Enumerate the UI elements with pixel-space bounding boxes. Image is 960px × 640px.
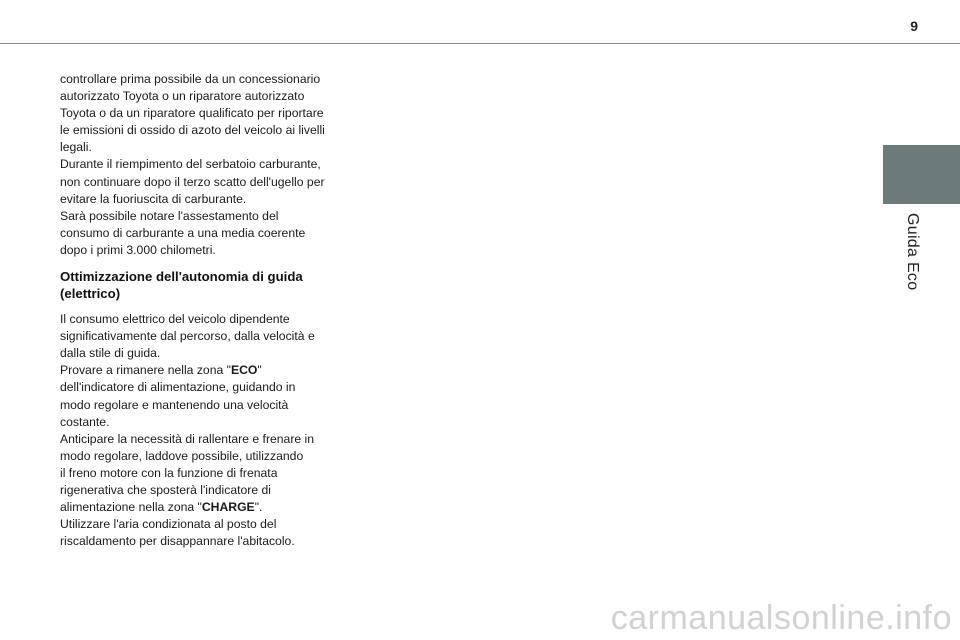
paragraph-electric-consumption: Il consumo elettrico del veicolo dipendente significativamente dal percorso, dalla velocità e dalla stile di guida. — [60, 312, 315, 361]
eco-text-pre: Provare a rimanere nella zona " — [60, 363, 231, 378]
paragraph-emissions: controllare prima possibile da un concessionario autorizzato Toyota o un riparatore autorizzato Toyota o da un riparatore qualificato per riportare le emissioni di ossido di azoto del veicolo ai livelli legali. — [60, 72, 325, 155]
paragraph-refueling: Durante il riempimento del serbatoio carburante, non continuare dopo il terzo scatto dell'ugello per evitare la fuoriuscita di carburante. — [60, 157, 325, 206]
eco-label: ECO — [230, 363, 258, 378]
charge-text-pre: Anticipare la necessità di rallentare e frenare in modo regolare, laddove possibile, utilizzando il freno motore con la funzione di frenata rigenerativa che sposterà l'indicatore di alimentazione nella zona " — [60, 431, 315, 515]
section-tab — [883, 145, 960, 204]
watermark: carmanualsonline.info — [610, 599, 952, 637]
paragraph-eco-zone — [60, 362, 335, 430]
paragraph-consumption: Sarà possibile notare l'assestamento del consumo di carburante a una media coerente dopo i primi 3.000 chilometri. — [60, 208, 306, 257]
section-heading: Ottimizzazione dell'autonomia di guida (elettrico) — [60, 269, 303, 302]
eco-text-post: " dell'indicatore di alimentazione, guidando in modo regolare e mantenendo una velocità costante. — [60, 363, 296, 429]
paragraph-regenerative-braking — [60, 431, 335, 516]
charge-text-post: ". — [254, 500, 263, 515]
section-tab-label: Guida Eco — [904, 213, 921, 291]
page-number: 9 — [910, 18, 918, 34]
paragraph-air-conditioning: Utilizzare l'aria condizionata al posto del riscaldamento per disappannare l'abitacolo. — [60, 517, 295, 549]
header-divider — [0, 43, 960, 44]
charge-label: CHARGE — [201, 500, 255, 515]
body-text-column — [60, 71, 335, 550]
